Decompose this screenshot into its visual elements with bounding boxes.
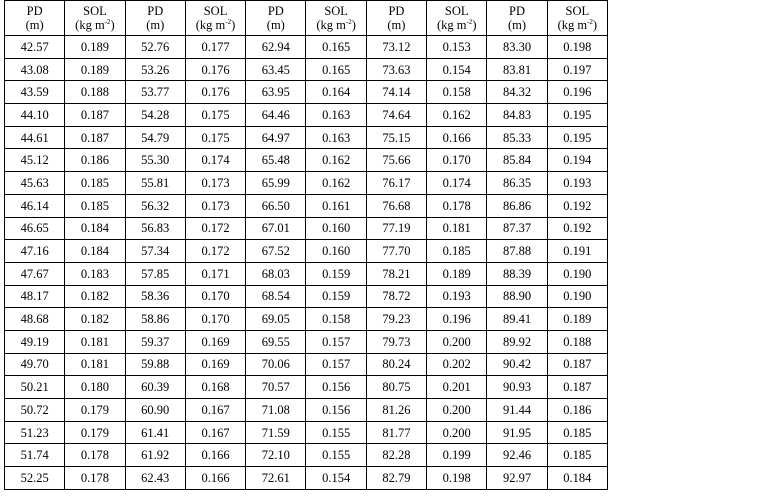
sol-cell: 0.187 — [547, 353, 607, 376]
pd-cell: 78.72 — [366, 285, 426, 308]
pd-cell: 92.97 — [487, 467, 547, 490]
sol-cell: 0.177 — [185, 36, 245, 59]
header-pd — [366, 1, 426, 36]
pd-cell: 52.76 — [125, 36, 185, 59]
header-label: SOL — [565, 4, 590, 18]
pd-cell: 71.59 — [246, 421, 306, 444]
pd-cell: 75.15 — [366, 126, 426, 149]
sol-cell: 0.157 — [306, 330, 366, 353]
pd-cell: 57.34 — [125, 240, 185, 263]
sol-cell: 0.196 — [547, 81, 607, 104]
pd-cell: 59.88 — [125, 353, 185, 376]
sol-cell: 0.184 — [65, 240, 125, 263]
table-row — [5, 217, 608, 240]
table-row — [5, 285, 608, 308]
sol-cell: 0.186 — [65, 149, 125, 172]
sol-cell: 0.193 — [427, 285, 487, 308]
header-label: PD — [147, 4, 164, 18]
sol-cell: 0.188 — [65, 81, 125, 104]
pd-cell: 83.81 — [487, 58, 547, 81]
sol-cell: 0.157 — [306, 353, 366, 376]
sol-cell: 0.192 — [547, 217, 607, 240]
sol-cell: 0.159 — [306, 285, 366, 308]
pd-cell: 53.26 — [125, 58, 185, 81]
pd-cell: 51.74 — [5, 444, 65, 467]
unit-exponent: -2 — [104, 18, 111, 26]
sol-cell: 0.156 — [306, 399, 366, 422]
sol-cell: 0.166 — [427, 126, 487, 149]
pd-cell: 64.97 — [246, 126, 306, 149]
table-row — [5, 240, 608, 263]
table-row — [5, 104, 608, 127]
pd-cell: 79.23 — [366, 308, 426, 331]
header-row — [5, 1, 608, 36]
sol-cell: 0.199 — [427, 444, 487, 467]
pd-cell: 72.61 — [246, 467, 306, 490]
pd-cell: 56.32 — [125, 194, 185, 217]
sol-cell: 0.187 — [65, 126, 125, 149]
sol-cell: 0.163 — [306, 104, 366, 127]
header-label: SOL — [324, 4, 348, 18]
pd-cell: 84.83 — [487, 104, 547, 127]
pd-cell: 59.37 — [125, 330, 185, 353]
sol-cell: 0.182 — [65, 308, 125, 331]
table-row — [5, 262, 608, 285]
pd-cell: 82.28 — [366, 444, 426, 467]
sol-cell: 0.185 — [65, 194, 125, 217]
sol-cell: 0.162 — [306, 172, 366, 195]
header-unit — [65, 18, 124, 32]
table-row — [5, 58, 608, 81]
pd-cell: 56.83 — [125, 217, 185, 240]
sol-cell: 0.200 — [427, 399, 487, 422]
pd-cell: 70.57 — [246, 376, 306, 399]
pd-cell: 69.55 — [246, 330, 306, 353]
pd-cell: 88.90 — [487, 285, 547, 308]
sol-cell: 0.180 — [65, 376, 125, 399]
pd-cell: 54.79 — [125, 126, 185, 149]
unit-close: ) — [351, 18, 356, 32]
pd-cell: 50.72 — [5, 399, 65, 422]
pd-cell: 88.39 — [487, 262, 547, 285]
table-row — [5, 353, 608, 376]
pd-cell: 50.21 — [5, 376, 65, 399]
sol-cell: 0.184 — [65, 217, 125, 240]
sol-cell: 0.172 — [185, 217, 245, 240]
sol-cell: 0.189 — [547, 308, 607, 331]
pd-cell: 69.05 — [246, 308, 306, 331]
unit-text: (m) — [25, 18, 44, 32]
sol-cell: 0.153 — [427, 36, 487, 59]
sol-cell: 0.170 — [185, 308, 245, 331]
table-header — [5, 1, 608, 36]
sol-cell: 0.182 — [65, 285, 125, 308]
sol-cell: 0.165 — [306, 58, 366, 81]
table-row — [5, 444, 608, 467]
sol-cell: 0.154 — [427, 58, 487, 81]
sol-cell: 0.179 — [65, 421, 125, 444]
sol-cell: 0.189 — [65, 36, 125, 59]
table-row — [5, 308, 608, 331]
pd-cell: 67.01 — [246, 217, 306, 240]
table-row — [5, 421, 608, 444]
pd-cell: 84.32 — [487, 81, 547, 104]
header-unit — [367, 18, 426, 32]
sol-cell: 0.178 — [65, 444, 125, 467]
sol-cell: 0.175 — [185, 104, 245, 127]
unit-close: ) — [231, 18, 236, 32]
sol-cell: 0.176 — [185, 58, 245, 81]
pd-cell: 61.41 — [125, 421, 185, 444]
pd-cell: 66.50 — [246, 194, 306, 217]
sol-cell: 0.169 — [185, 353, 245, 376]
pd-cell: 86.35 — [487, 172, 547, 195]
pd-cell: 58.86 — [125, 308, 185, 331]
header-sol — [185, 1, 245, 36]
pd-cell: 83.30 — [487, 36, 547, 59]
sol-cell: 0.190 — [547, 285, 607, 308]
header-label: SOL — [203, 4, 228, 18]
unit-text: (kg m — [195, 18, 226, 32]
unit-close: ) — [472, 18, 477, 32]
pd-cell: 54.28 — [125, 104, 185, 127]
sol-cell: 0.156 — [306, 376, 366, 399]
header-sol — [547, 1, 607, 36]
pd-cell: 53.77 — [125, 81, 185, 104]
sol-cell: 0.179 — [65, 399, 125, 422]
pd-cell: 68.54 — [246, 285, 306, 308]
sol-cell: 0.187 — [65, 104, 125, 127]
sol-cell: 0.170 — [185, 285, 245, 308]
unit-exponent: -2 — [225, 18, 232, 26]
unit-text: (kg m — [557, 18, 588, 32]
pd-cell: 46.14 — [5, 194, 65, 217]
unit-text: (m) — [387, 18, 406, 32]
sol-cell: 0.202 — [427, 353, 487, 376]
pd-cell: 68.03 — [246, 262, 306, 285]
pd-cell: 78.21 — [366, 262, 426, 285]
pd-cell: 42.57 — [5, 36, 65, 59]
pd-cell: 45.63 — [5, 172, 65, 195]
pd-cell: 81.26 — [366, 399, 426, 422]
sol-cell: 0.173 — [185, 172, 245, 195]
pd-cell: 91.44 — [487, 399, 547, 422]
pd-cell: 47.16 — [5, 240, 65, 263]
pd-cell: 48.17 — [5, 285, 65, 308]
sol-cell: 0.162 — [306, 149, 366, 172]
pd-cell: 72.10 — [246, 444, 306, 467]
table-row — [5, 194, 608, 217]
pd-cell: 43.08 — [5, 58, 65, 81]
sol-cell: 0.200 — [427, 330, 487, 353]
sol-cell: 0.174 — [427, 172, 487, 195]
sol-cell: 0.194 — [547, 149, 607, 172]
sol-cell: 0.174 — [185, 149, 245, 172]
pd-cell: 90.93 — [487, 376, 547, 399]
table-row — [5, 81, 608, 104]
sol-cell: 0.155 — [306, 444, 366, 467]
sol-cell: 0.195 — [547, 104, 607, 127]
table-row — [5, 330, 608, 353]
sol-cell: 0.172 — [185, 240, 245, 263]
sol-cell: 0.162 — [427, 104, 487, 127]
sol-cell: 0.169 — [185, 330, 245, 353]
pd-cell: 77.70 — [366, 240, 426, 263]
pd-cell: 73.63 — [366, 58, 426, 81]
sol-cell: 0.195 — [547, 126, 607, 149]
sol-cell: 0.200 — [427, 421, 487, 444]
pd-cell: 45.12 — [5, 149, 65, 172]
sol-cell: 0.154 — [306, 467, 366, 490]
header-label: SOL — [83, 4, 107, 18]
pd-cell: 90.42 — [487, 353, 547, 376]
unit-close: ) — [592, 18, 598, 32]
sol-cell: 0.158 — [306, 308, 366, 331]
header-unit — [427, 18, 486, 32]
table-row — [5, 399, 608, 422]
sol-cell: 0.196 — [427, 308, 487, 331]
sol-cell: 0.197 — [547, 58, 607, 81]
pd-cell: 91.95 — [487, 421, 547, 444]
sol-cell: 0.185 — [65, 172, 125, 195]
sol-cell: 0.190 — [547, 262, 607, 285]
unit-text: (m) — [146, 18, 165, 32]
pd-cell: 65.99 — [246, 172, 306, 195]
pd-cell: 62.94 — [246, 36, 306, 59]
header-pd — [125, 1, 185, 36]
header-pd — [5, 1, 65, 36]
sol-cell: 0.175 — [185, 126, 245, 149]
pd-cell: 71.08 — [246, 399, 306, 422]
pd-cell: 65.48 — [246, 149, 306, 172]
sol-cell: 0.176 — [185, 81, 245, 104]
pd-cell: 57.85 — [125, 262, 185, 285]
header-sol — [306, 1, 366, 36]
header-unit — [487, 18, 546, 32]
sol-cell: 0.166 — [185, 444, 245, 467]
header-unit — [126, 18, 185, 32]
pd-cell: 73.12 — [366, 36, 426, 59]
sol-cell: 0.168 — [185, 376, 245, 399]
header-sol — [427, 1, 487, 36]
sol-cell: 0.192 — [547, 194, 607, 217]
pd-cell: 85.84 — [487, 149, 547, 172]
pd-cell: 74.14 — [366, 81, 426, 104]
sol-cell: 0.163 — [306, 126, 366, 149]
sol-cell: 0.181 — [427, 217, 487, 240]
table-row — [5, 376, 608, 399]
sol-cell: 0.171 — [185, 262, 245, 285]
sol-cell: 0.167 — [185, 421, 245, 444]
sol-cell: 0.201 — [427, 376, 487, 399]
pd-cell: 89.92 — [487, 330, 547, 353]
pd-cell: 79.73 — [366, 330, 426, 353]
sol-cell: 0.165 — [306, 36, 366, 59]
sol-cell: 0.185 — [427, 240, 487, 263]
pd-cell: 63.95 — [246, 81, 306, 104]
pd-cell: 44.61 — [5, 126, 65, 149]
pd-cell: 76.68 — [366, 194, 426, 217]
sol-cell: 0.167 — [185, 399, 245, 422]
header-unit — [306, 18, 365, 32]
pd-cell: 81.77 — [366, 421, 426, 444]
unit-text: (kg m — [75, 18, 105, 32]
sol-cell: 0.173 — [185, 194, 245, 217]
sol-cell: 0.189 — [65, 58, 125, 81]
pd-cell: 58.36 — [125, 285, 185, 308]
pd-cell: 64.46 — [246, 104, 306, 127]
table-row — [5, 36, 608, 59]
table-row — [5, 126, 608, 149]
table-body — [5, 36, 608, 490]
sol-cell: 0.185 — [547, 421, 607, 444]
unit-close: ) — [110, 18, 115, 32]
pd-cell: 51.23 — [5, 421, 65, 444]
pd-cell: 60.90 — [125, 399, 185, 422]
unit-text: (m) — [266, 18, 285, 32]
header-unit — [246, 18, 305, 32]
pd-cell: 48.68 — [5, 308, 65, 331]
sol-cell: 0.198 — [547, 36, 607, 59]
pd-cell: 67.52 — [246, 240, 306, 263]
data-table — [4, 0, 608, 490]
header-label: PD — [388, 4, 405, 18]
sol-cell: 0.178 — [65, 467, 125, 490]
unit-text: (kg m — [436, 18, 467, 32]
sol-cell: 0.158 — [427, 81, 487, 104]
table-row — [5, 467, 608, 490]
header-label: SOL — [444, 4, 469, 18]
pd-cell: 60.39 — [125, 376, 185, 399]
pd-cell: 46.65 — [5, 217, 65, 240]
sol-cell: 0.186 — [547, 399, 607, 422]
pd-cell: 77.19 — [366, 217, 426, 240]
unit-exponent: -2 — [466, 18, 473, 26]
header-sol — [65, 1, 125, 36]
pd-cell: 87.37 — [487, 217, 547, 240]
pd-cell: 49.70 — [5, 353, 65, 376]
unit-exponent: -2 — [345, 18, 352, 26]
unit-text: (kg m — [316, 18, 346, 32]
sol-cell: 0.181 — [65, 330, 125, 353]
pd-cell: 75.66 — [366, 149, 426, 172]
pd-cell: 80.24 — [366, 353, 426, 376]
sol-cell: 0.189 — [427, 262, 487, 285]
pd-cell: 80.75 — [366, 376, 426, 399]
pd-cell: 61.92 — [125, 444, 185, 467]
pd-cell: 85.33 — [487, 126, 547, 149]
unit-exponent: -2 — [587, 18, 593, 26]
sol-cell: 0.193 — [547, 172, 607, 195]
pd-cell: 92.46 — [487, 444, 547, 467]
sol-cell: 0.183 — [65, 262, 125, 285]
sol-cell: 0.155 — [306, 421, 366, 444]
pd-cell: 47.67 — [5, 262, 65, 285]
pd-cell: 89.41 — [487, 308, 547, 331]
sol-cell: 0.187 — [547, 376, 607, 399]
header-unit — [548, 18, 607, 32]
pd-cell: 87.88 — [487, 240, 547, 263]
pd-cell: 55.30 — [125, 149, 185, 172]
table-row — [5, 172, 608, 195]
sol-cell: 0.160 — [306, 240, 366, 263]
sol-cell: 0.161 — [306, 194, 366, 217]
sol-cell: 0.185 — [547, 444, 607, 467]
sol-cell: 0.184 — [547, 467, 607, 490]
pd-cell: 74.64 — [366, 104, 426, 127]
pd-cell: 43.59 — [5, 81, 65, 104]
pd-cell: 55.81 — [125, 172, 185, 195]
header-label: PD — [509, 4, 526, 18]
pd-cell: 86.86 — [487, 194, 547, 217]
sol-cell: 0.191 — [547, 240, 607, 263]
sol-cell: 0.166 — [185, 467, 245, 490]
pd-cell: 44.10 — [5, 104, 65, 127]
sol-cell: 0.188 — [547, 330, 607, 353]
header-label: PD — [26, 4, 43, 18]
header-pd — [246, 1, 306, 36]
pd-cell: 52.25 — [5, 467, 65, 490]
header-label: PD — [267, 4, 284, 18]
sol-cell: 0.181 — [65, 353, 125, 376]
header-unit — [186, 18, 245, 32]
sol-cell: 0.159 — [306, 262, 366, 285]
sol-cell: 0.160 — [306, 217, 366, 240]
header-pd — [487, 1, 547, 36]
pd-cell: 70.06 — [246, 353, 306, 376]
sol-cell: 0.164 — [306, 81, 366, 104]
sol-cell: 0.198 — [427, 467, 487, 490]
sol-cell: 0.178 — [427, 194, 487, 217]
pd-cell: 76.17 — [366, 172, 426, 195]
pd-cell: 62.43 — [125, 467, 185, 490]
table-row — [5, 149, 608, 172]
pd-cell: 63.45 — [246, 58, 306, 81]
sol-cell: 0.170 — [427, 149, 487, 172]
pd-cell: 49.19 — [5, 330, 65, 353]
header-unit — [5, 18, 64, 32]
pd-cell: 82.79 — [366, 467, 426, 490]
unit-text: (m) — [507, 18, 527, 32]
